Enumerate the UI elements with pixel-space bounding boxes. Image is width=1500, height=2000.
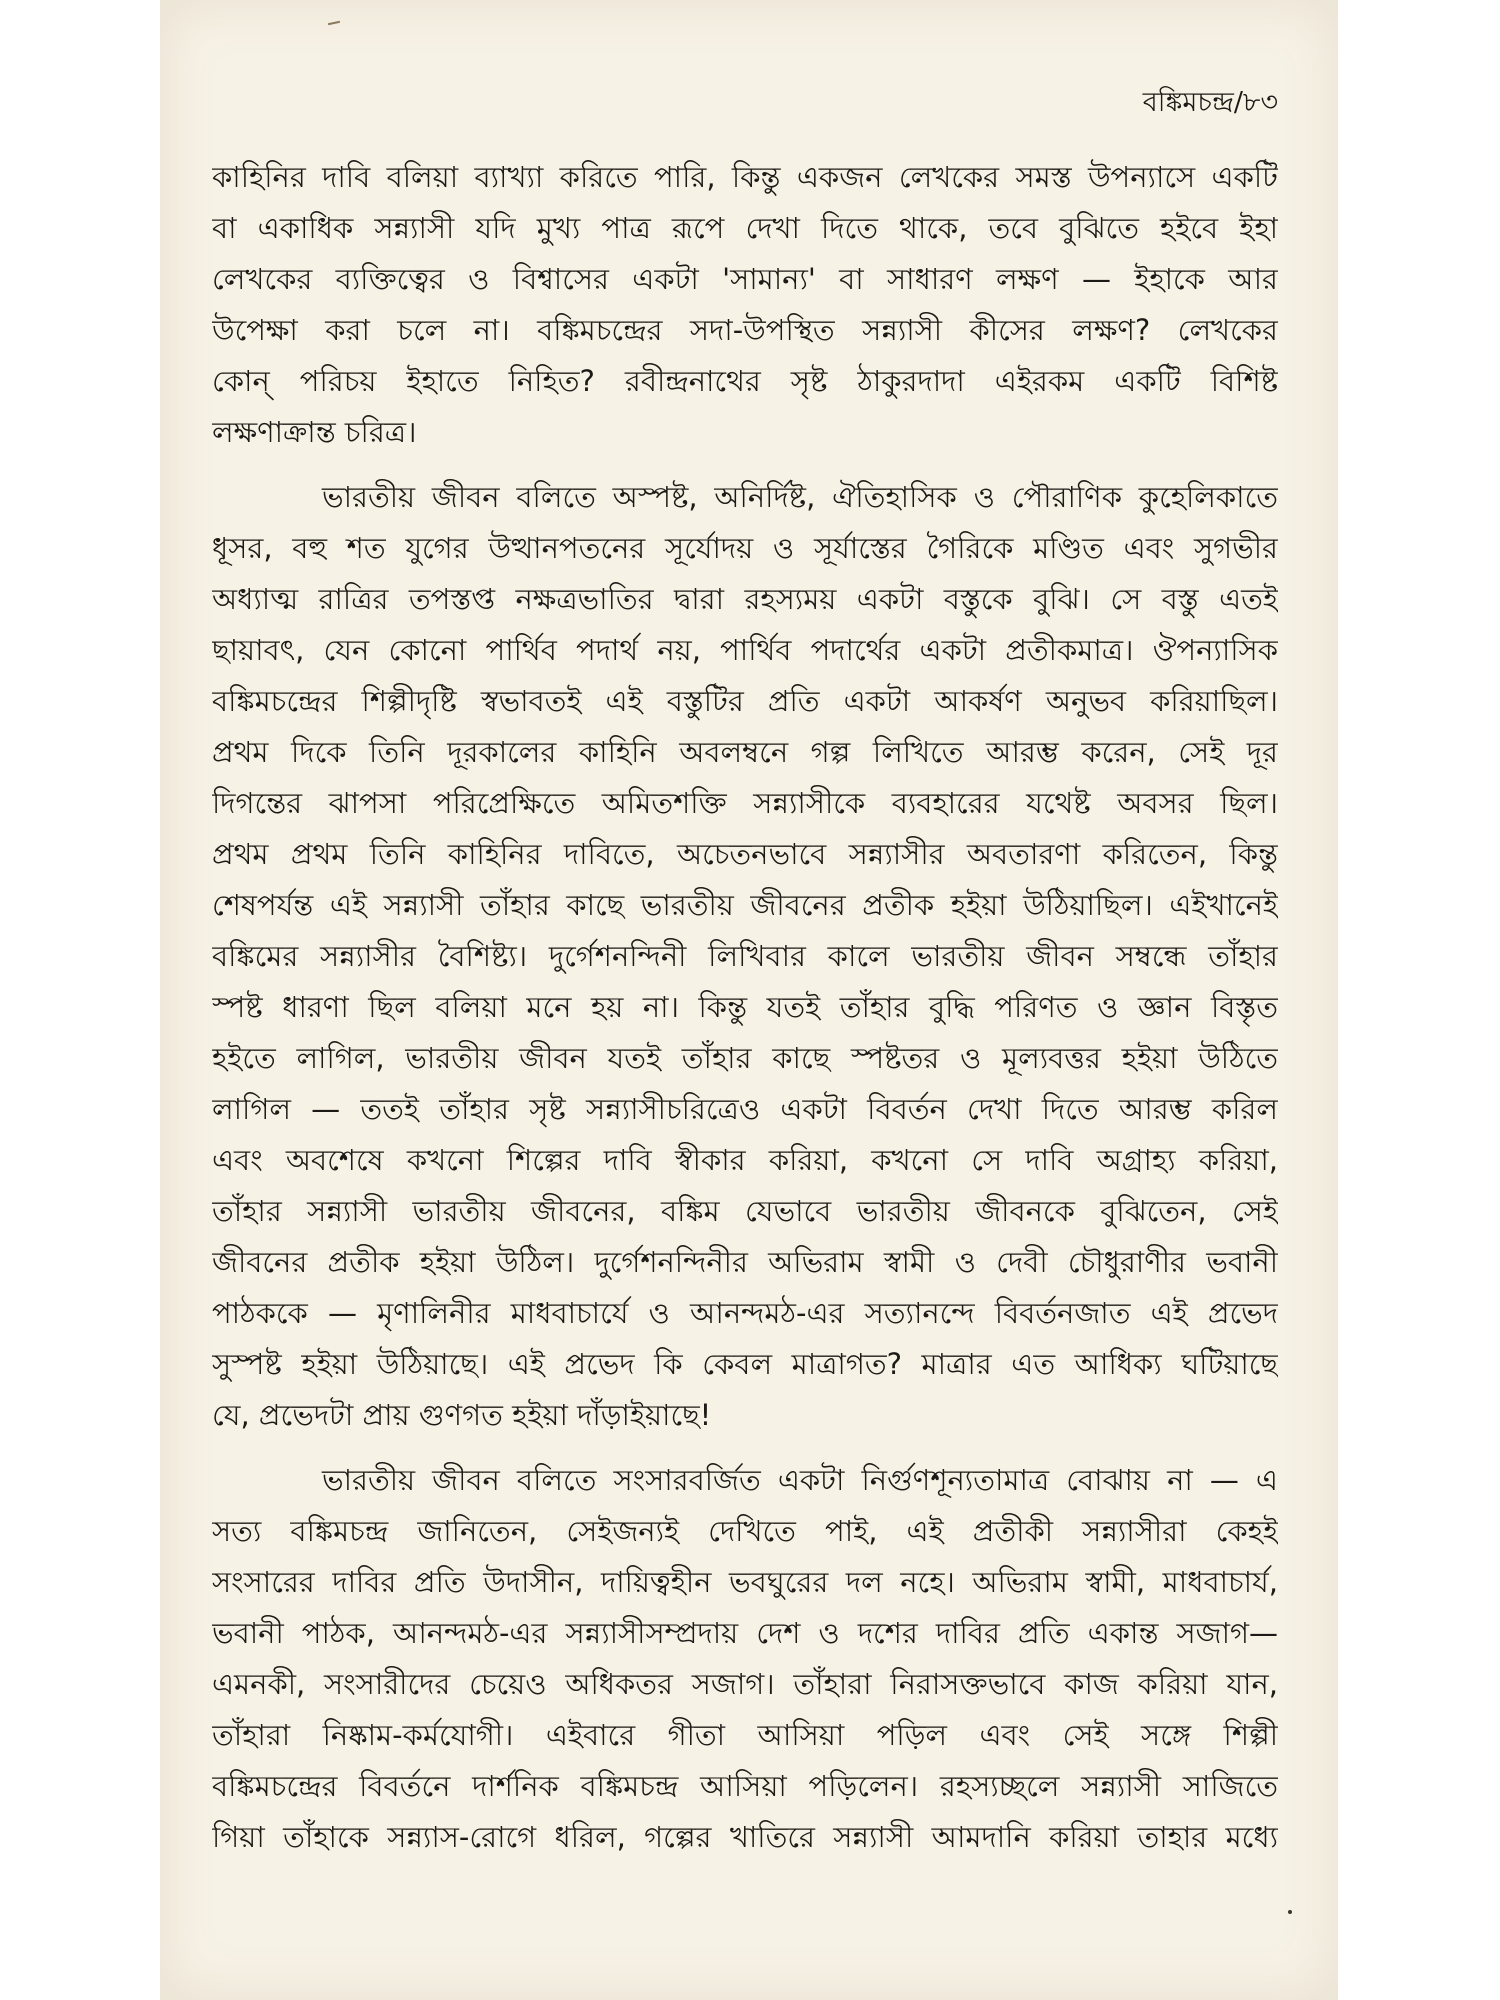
text-line: ছায়াবৎ, যেন কোনো পার্থিব পদার্থ নয়, পার্থিব পদার্থের একটা প্রতীকমাত্র। ঔপন্যাসিক bbox=[212, 633, 1278, 667]
text-line: লক্ষণাক্রান্ত চরিত্র। bbox=[212, 415, 417, 449]
text-line: শেষপর্যন্ত এই সন্ন্যাসী তাঁহার কাছে ভারতীয় জীবনের প্রতীক হইয়া উঠিয়াছিল। এইখানেই bbox=[212, 888, 1278, 922]
text-line: জীবনের প্রতীক হইয়া উঠিল। দুর্গেশনন্দিনীর অভিরাম স্বামী ও দেবী চৌধুরাণীর ভবানী bbox=[212, 1245, 1278, 1279]
text-line: অধ্যাত্ম রাত্রির তপস্তপ্ত নক্ষত্রভাতির দ্বারা রহস্যময় একটা বস্তুকে বুঝি। সে বস্তু এতই bbox=[212, 582, 1278, 616]
text-line: বঙ্কিমচন্দ্রের বিবর্তনে দার্শনিক বঙ্কিমচন্দ্র আসিয়া পড়িলেন। রহস্যচ্ছলে সন্ন্যাসী সাজিতে bbox=[212, 1769, 1278, 1803]
paragraph-3 bbox=[212, 1455, 1278, 1863]
text-line: ভারতীয় জীবন বলিতে অস্পষ্ট, অনির্দিষ্ট, ঐতিহাসিক ও পৌরাণিক কুহেলিকাতে bbox=[322, 480, 1278, 514]
paragraph-1 bbox=[212, 152, 1278, 458]
text-line: সুস্পষ্ট হইয়া উঠিয়াছে। এই প্রভেদ কি কেবল মাত্রাগত? মাত্রার এত আধিক্য ঘটিয়াছে bbox=[212, 1347, 1278, 1381]
text-line: সত্য বঙ্কিমচন্দ্র জানিতেন, সেইজন্যই দেখিতে পাই, এই প্রতীকী সন্ন্যাসীরা কেহই bbox=[212, 1514, 1278, 1548]
text-line: প্রথম দিকে তিনি দূরকালের কাহিনি অবলম্বনে গল্প লিখিতে আরম্ভ করেন, সেই দূর bbox=[212, 735, 1278, 769]
text-line: কাহিনির দাবি বলিয়া ব্যাখ্যা করিতে পারি, কিন্তু একজন লেখকের সমস্ত উপন্যাসে একটি bbox=[212, 160, 1278, 194]
text-line: স্পষ্ট ধারণা ছিল বলিয়া মনে হয় না। কিন্তু যতই তাঁহার বুদ্ধি পরিণত ও জ্ঞান বিস্তৃত bbox=[212, 990, 1278, 1024]
text-line: ধূসর, বহু শত যুগের উত্থানপতনের সূর্যোদয় ও সূর্যাস্তের গৈরিকে মণ্ডিত এবং সুগভীর bbox=[212, 531, 1278, 565]
text-line: বঙ্কিমচন্দ্রের শিল্পীদৃষ্টি স্বভাবতই এই বস্তুটির প্রতি একটা আকর্ষণ অনুভব করিয়াছিল। bbox=[212, 684, 1278, 718]
text-line: তাঁহারা নিষ্কাম-কর্মযোগী। এইবারে গীতা আসিয়া পড়িল এবং সেই সঙ্গে শিল্পী bbox=[212, 1718, 1278, 1752]
page-mark bbox=[328, 21, 340, 25]
text-line: বা একাধিক সন্ন্যাসী যদি মুখ্য পাত্র রূপে দেখা দিতে থাকে, তবে বুঝিতে হইবে ইহা bbox=[212, 211, 1278, 245]
text-line: ভবানী পাঠক, আনন্দমঠ-এর সন্ন্যাসীসম্প্রদায় দেশ ও দশের দাবির প্রতি একান্ত সজাগ— bbox=[212, 1616, 1278, 1650]
text-line: কোন্ পরিচয় ইহাতে নিহিত? রবীন্দ্রনাথের সৃষ্ট ঠাকুরদাদা এইরকম একটি বিশিষ্ট bbox=[212, 364, 1278, 398]
body-text bbox=[212, 152, 1278, 1863]
text-line: দিগন্তের ঝাপসা পরিপ্রেক্ষিতে অমিতশক্তি সন্ন্যাসীকে ব্যবহারের যথেষ্ট অবসর ছিল। bbox=[212, 786, 1278, 820]
running-head: বঙ্কিমচন্দ্র/৮৩ bbox=[1142, 87, 1278, 118]
text-line: যে, প্রভেদটা প্রায় গুণগত হইয়া দাঁড়াইয়াছে! bbox=[212, 1398, 712, 1432]
page-speck bbox=[1288, 1910, 1292, 1914]
text-line: তাঁহার সন্ন্যাসী ভারতীয় জীবনের, বঙ্কিম যেভাবে ভারতীয় জীবনকে বুঝিতেন, সেই bbox=[212, 1194, 1278, 1228]
text-line: গিয়া তাঁহাকে সন্ন্যাস-রোগে ধরিল, গল্পের খাতিরে সন্ন্যাসী আমদানি করিয়া তাহার মধ্যে bbox=[212, 1820, 1278, 1854]
text-line: পাঠককে — মৃণালিনীর মাধবাচার্যে ও আনন্দমঠ-এর সত্যানন্দে বিবর্তনজাত এই প্রভেদ bbox=[212, 1296, 1278, 1330]
paragraph-2 bbox=[212, 472, 1278, 1441]
text-line: ভারতীয় জীবন বলিতে সংসারবর্জিত একটা নির্গুণশূন্যতামাত্র বোঝায় না — এ bbox=[322, 1463, 1278, 1497]
text-line: প্রথম প্রথম তিনি কাহিনির দাবিতে, অচেতনভাবে সন্ন্যাসীর অবতারণা করিতেন, কিন্তু bbox=[212, 837, 1278, 871]
text-line: বঙ্কিমের সন্ন্যাসীর বৈশিষ্ট্য। দুর্গেশনন্দিনী লিখিবার কালে ভারতীয় জীবন সম্বন্ধে তাঁহার bbox=[212, 939, 1278, 973]
book-page bbox=[160, 0, 1338, 2000]
text-line: লেখকের ব্যক্তিত্বের ও বিশ্বাসের একটা 'সামান্য' বা সাধারণ লক্ষণ — ইহাকে আর bbox=[212, 262, 1278, 296]
text-line: এবং অবশেষে কখনো শিল্পের দাবি স্বীকার করিয়া, কখনো সে দাবি অগ্রাহ্য করিয়া, bbox=[212, 1143, 1278, 1177]
text-line: হইতে লাগিল, ভারতীয় জীবন যতই তাঁহার কাছে স্পষ্টতর ও মূল্যবত্তর হইয়া উঠিতে bbox=[212, 1041, 1278, 1075]
text-line: লাগিল — ততই তাঁহার সৃষ্ট সন্ন্যাসীচরিত্রেও একটা বিবর্তন দেখা দিতে আরম্ভ করিল bbox=[212, 1092, 1278, 1126]
text-line: সংসারের দাবির প্রতি উদাসীন, দায়িত্বহীন ভবঘুরের দল নহে। অভিরাম স্বামী, মাধবাচার্য, bbox=[212, 1565, 1278, 1599]
text-line: উপেক্ষা করা চলে না। বঙ্কিমচন্দ্রের সদা-উপস্থিত সন্ন্যাসী কীসের লক্ষণ? লেখকের bbox=[212, 313, 1278, 347]
text-line: এমনকী, সংসারীদের চেয়েও অধিকতর সজাগ। তাঁহারা নিরাসক্তভাবে কাজ করিয়া যান, bbox=[212, 1667, 1278, 1701]
